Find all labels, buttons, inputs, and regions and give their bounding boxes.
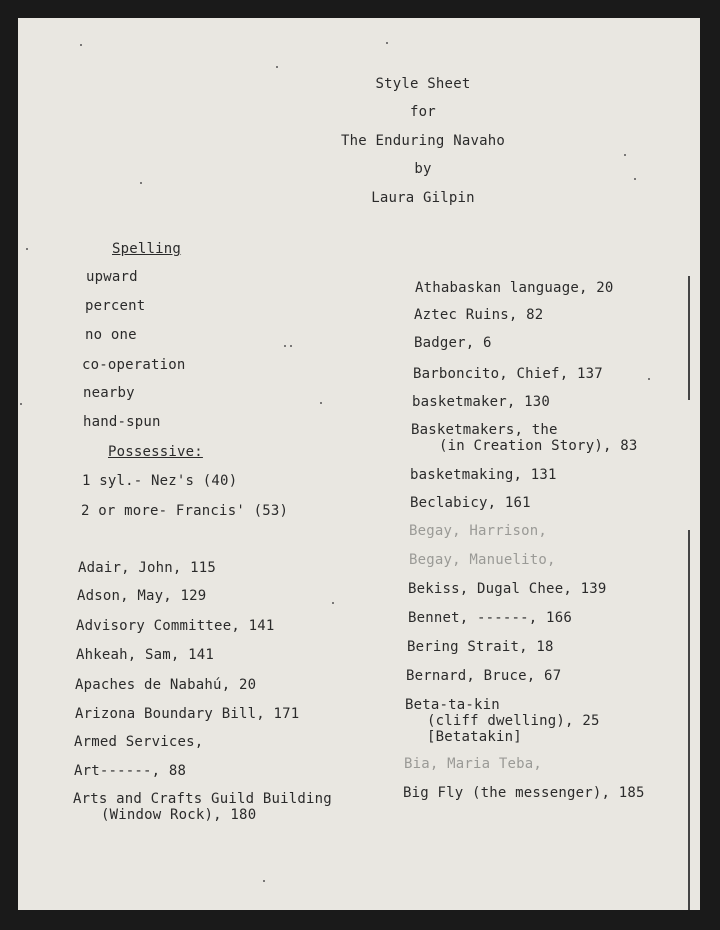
spelling-heading: Spelling xyxy=(112,241,182,257)
paper-speck xyxy=(263,880,265,882)
spelling-word: percent xyxy=(85,298,146,314)
index-entry: Beclabicy, 161 xyxy=(410,495,531,511)
index-entry: Badger, 6 xyxy=(414,335,492,351)
paper-speck xyxy=(386,42,388,44)
index-entry-line: Beta-ta-kin xyxy=(405,697,500,713)
index-entry xyxy=(411,422,637,454)
paper-speck xyxy=(140,182,142,184)
index-entry: Armed Services, xyxy=(74,734,204,750)
index-entry: Bennet, ------, 166 xyxy=(408,610,572,626)
paper-speck xyxy=(634,178,636,180)
paper-speck xyxy=(20,403,22,405)
index-entry: Adair, John, 115 xyxy=(78,560,217,576)
index-entry: Bekiss, Dugal Chee, 139 xyxy=(408,581,607,597)
index-entry-continuation: (Window Rock), 180 xyxy=(101,807,257,823)
index-entry xyxy=(405,697,600,745)
title-line-2: for xyxy=(410,104,436,120)
index-entry: Adson, May, 129 xyxy=(77,588,207,604)
index-entry: Barboncito, Chief, 137 xyxy=(413,366,603,382)
index-entry: Begay, Harrison, xyxy=(409,523,548,539)
index-entry: Apaches de Nabahú, 20 xyxy=(75,677,257,693)
paper-speck xyxy=(276,66,278,68)
spelling-word: hand-spun xyxy=(83,414,161,430)
possessive-rule: 1 syl.- Nez's (40) xyxy=(82,473,238,489)
index-entry: Aztec Ruins, 82 xyxy=(414,307,544,323)
index-entry xyxy=(73,791,332,823)
paper-speck xyxy=(290,345,292,347)
possessive-rule: 2 or more- Francis' (53) xyxy=(81,503,289,519)
index-entry: basketmaking, 131 xyxy=(410,467,557,483)
title-line-1: Style Sheet xyxy=(375,76,471,92)
paper-speck xyxy=(284,345,286,347)
index-entry: basketmaker, 130 xyxy=(412,394,551,410)
document-page xyxy=(18,18,700,910)
title-line-3: The Enduring Navaho xyxy=(341,133,505,149)
index-entry: Arizona Boundary Bill, 171 xyxy=(75,706,300,722)
index-entry: Athabaskan language, 20 xyxy=(415,280,614,296)
spelling-word: upward xyxy=(86,269,138,285)
index-entry: Advisory Committee, 141 xyxy=(76,618,275,634)
index-entry: Art------, 88 xyxy=(74,763,187,779)
index-entry-continuation: (cliff dwelling), 25 xyxy=(427,713,600,729)
paper-edge-mark xyxy=(688,530,690,910)
paper-speck xyxy=(80,44,82,46)
index-entry: Begay, Manuelito, xyxy=(409,552,556,568)
paper-speck xyxy=(648,378,650,380)
title-line-4: by xyxy=(414,161,432,177)
paper-speck xyxy=(624,154,626,156)
index-entry-continuation: [Betatakin] xyxy=(427,729,522,745)
index-entry: Big Fly (the messenger), 185 xyxy=(403,785,645,801)
spelling-word: no one xyxy=(85,327,137,343)
paper-edge-mark xyxy=(688,276,690,400)
paper-speck xyxy=(332,602,334,604)
index-entry-line: Basketmakers, the xyxy=(411,422,558,438)
paper-speck xyxy=(320,402,322,404)
index-entry: Bia, Maria Teba, xyxy=(404,756,543,772)
index-entry: Ahkeah, Sam, 141 xyxy=(76,647,215,663)
paper-speck xyxy=(26,248,28,250)
spelling-word: nearby xyxy=(83,385,135,401)
index-entry-continuation: (in Creation Story), 83 xyxy=(439,438,638,454)
index-entry-line: Arts and Crafts Guild Building xyxy=(73,791,332,807)
index-entry: Bernard, Bruce, 67 xyxy=(406,668,562,684)
title-line-5: Laura Gilpin xyxy=(371,190,475,206)
index-entry: Bering Strait, 18 xyxy=(407,639,554,655)
spelling-word: co-operation xyxy=(82,357,186,373)
possessive-heading: Possessive: xyxy=(108,444,203,460)
